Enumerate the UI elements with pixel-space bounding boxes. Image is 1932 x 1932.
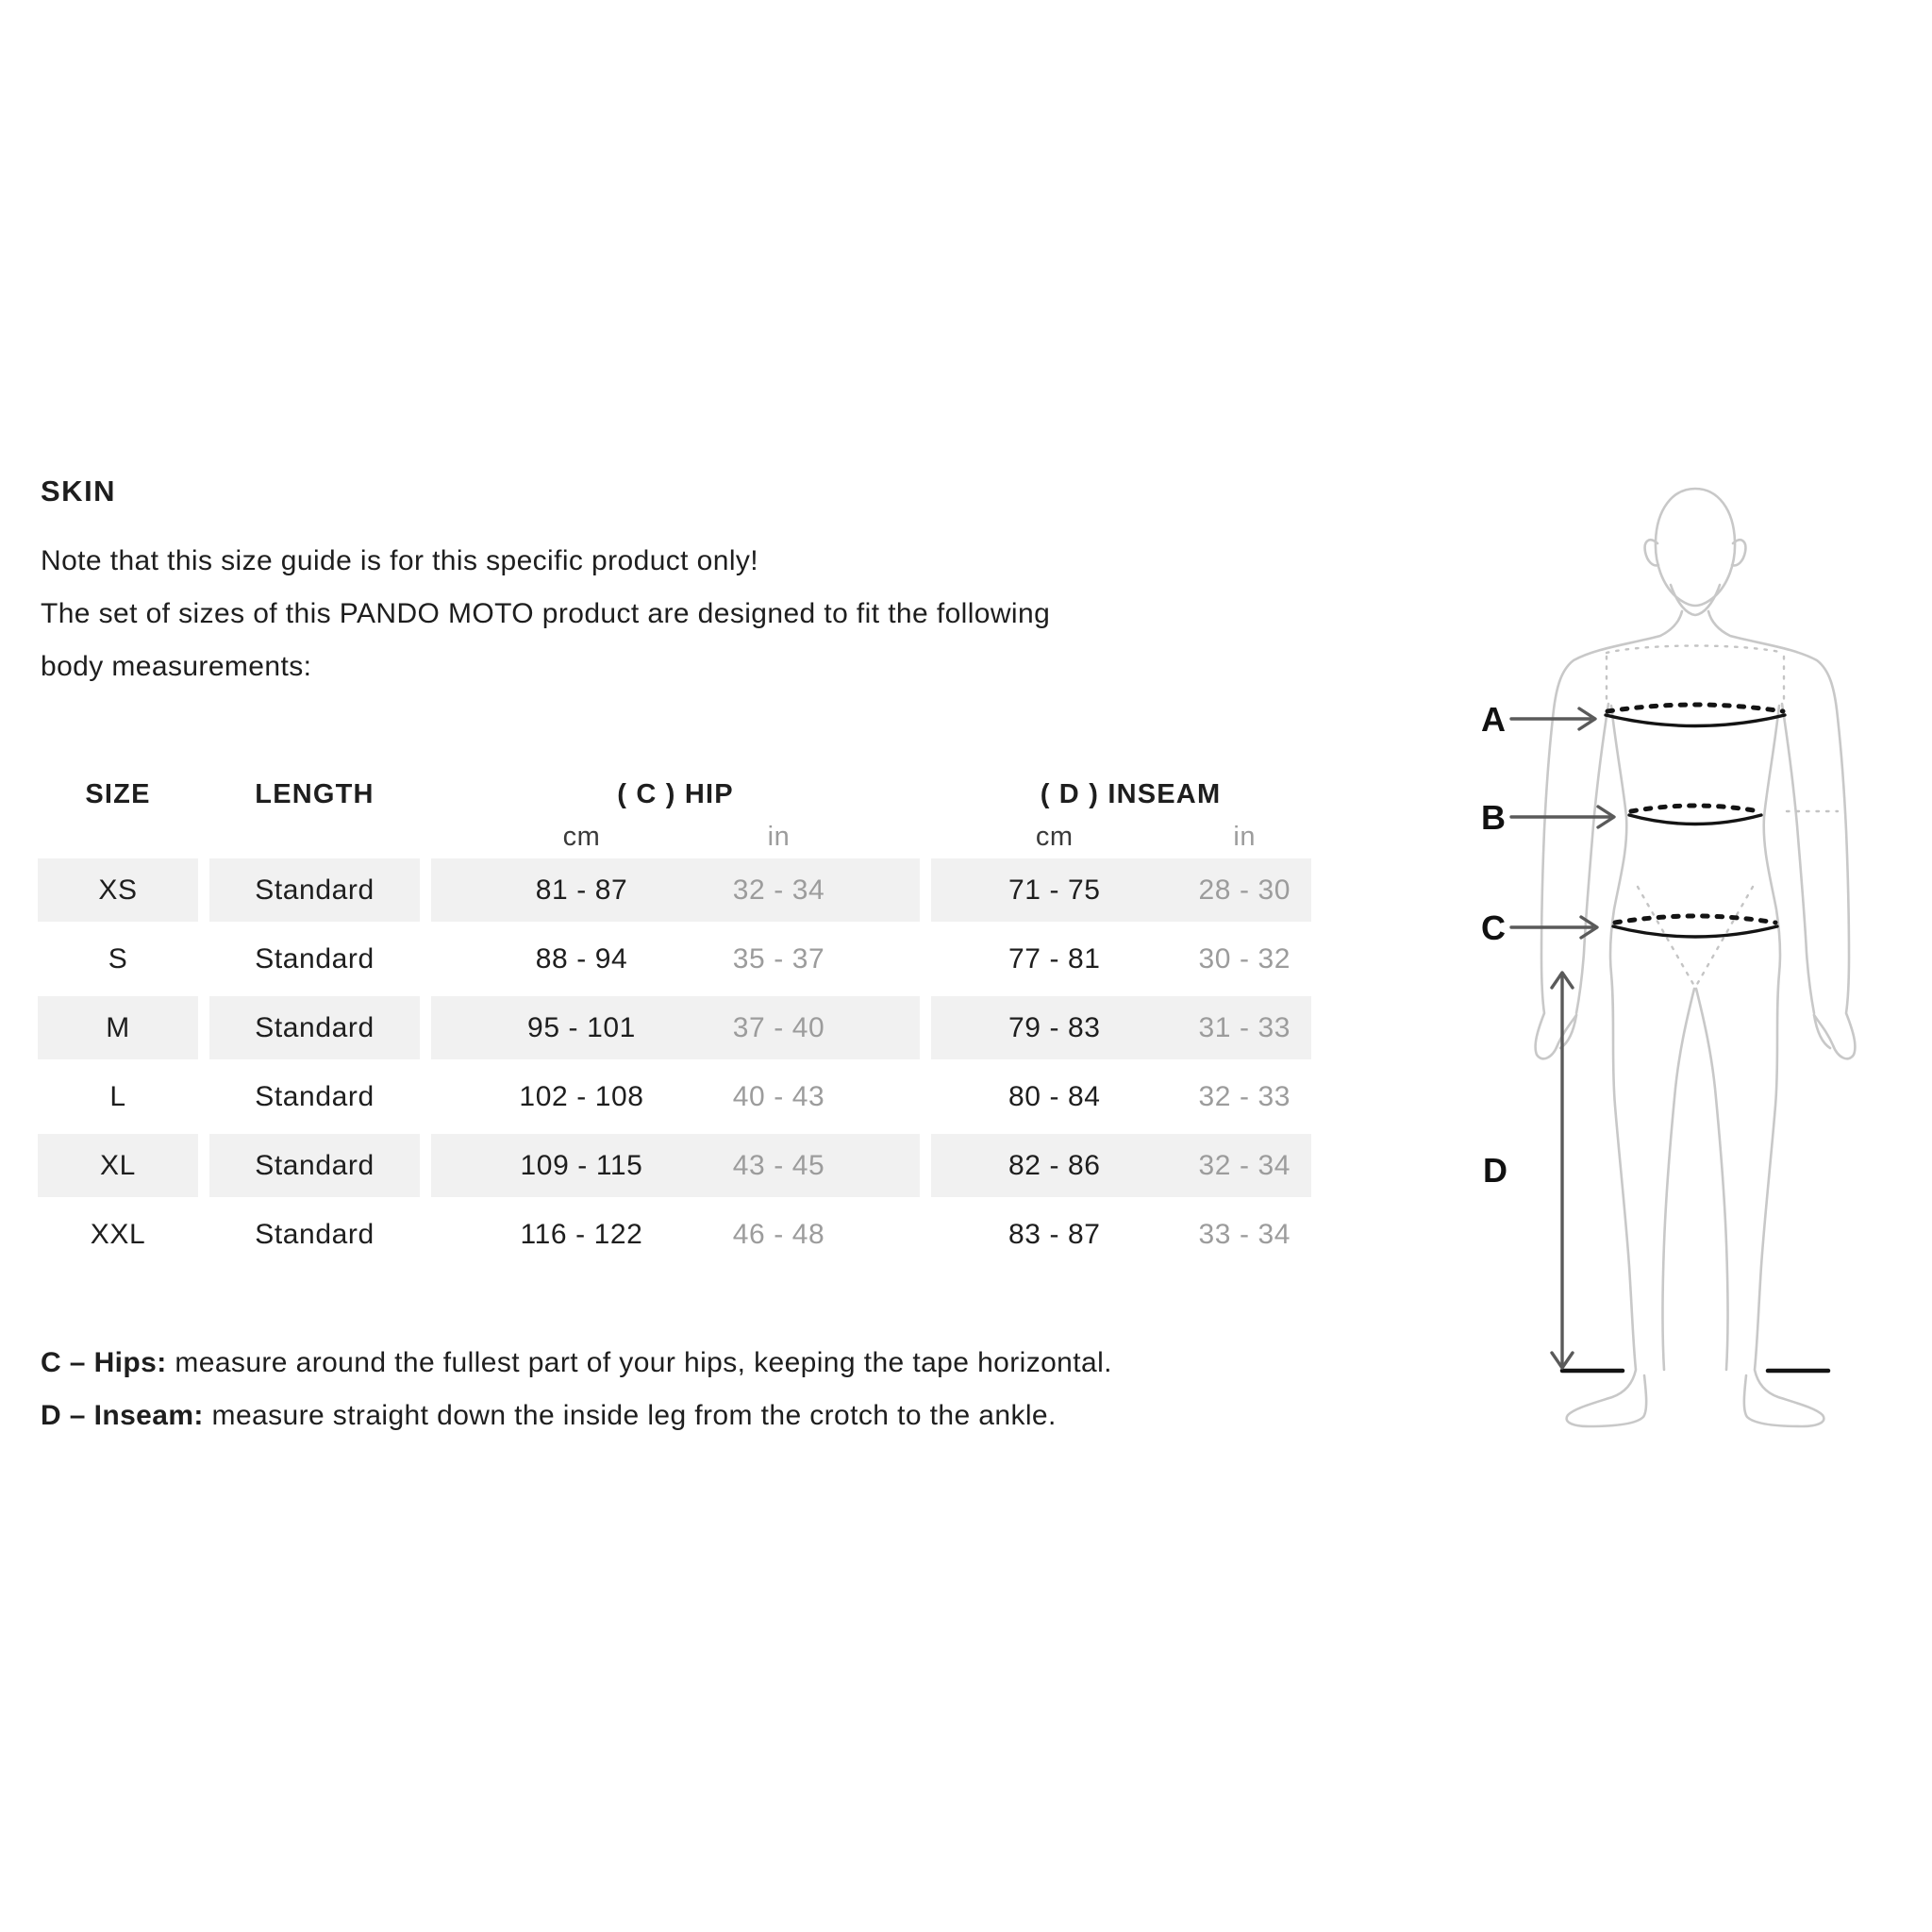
cell-length: Standard bbox=[255, 1218, 375, 1250]
units-spacer bbox=[38, 815, 198, 858]
cell-size: S bbox=[108, 942, 128, 974]
cell-inseam-in: 31 - 33 bbox=[1198, 1011, 1291, 1043]
cell-inseam-cm: 77 - 81 bbox=[1008, 942, 1101, 974]
unit-label-hip-in: in bbox=[767, 821, 791, 852]
cell-hip-cm: 102 - 108 bbox=[519, 1080, 644, 1112]
table-units-row bbox=[38, 815, 1311, 858]
cell-inseam-cm: 82 - 86 bbox=[1008, 1149, 1101, 1181]
unit-label-hip-cm: cm bbox=[562, 821, 601, 852]
legend-hips-label: C – Hips: bbox=[41, 1347, 167, 1378]
cell-hip-in: 35 - 37 bbox=[732, 942, 825, 974]
unit-label-inseam-cm: cm bbox=[1035, 821, 1074, 852]
cell-length: Standard bbox=[209, 996, 420, 1059]
column-header-size: SIZE bbox=[85, 778, 151, 809]
measurement-arrow-c bbox=[1511, 917, 1597, 938]
legend-hips-text: measure around the fullest part of your hips, keeping the tape horizontal. bbox=[166, 1347, 1112, 1378]
column-header-length: LENGTH bbox=[255, 778, 375, 809]
cell-hip-in: 32 - 34 bbox=[732, 874, 825, 906]
shoulder-dotted-line bbox=[1607, 646, 1784, 654]
page-title: SKIN bbox=[41, 475, 117, 508]
cell-size: M bbox=[38, 996, 198, 1059]
body-diagram bbox=[1462, 472, 1906, 1453]
cell-inseam-in: 32 - 34 bbox=[1198, 1149, 1291, 1181]
legend-inseam bbox=[41, 1400, 1057, 1432]
table-row-xxl bbox=[38, 1203, 1311, 1266]
intro-line-2: The set of sizes of this PANDO MOTO product are designed to fit the following bbox=[41, 598, 1051, 629]
legend-inseam-label: D – Inseam: bbox=[41, 1400, 204, 1431]
cell-length: Standard bbox=[209, 858, 420, 922]
cell-inseam-in: 28 - 30 bbox=[1198, 874, 1291, 906]
cell-hip-in: 43 - 45 bbox=[732, 1149, 825, 1181]
cell-inseam-cm: 80 - 84 bbox=[1008, 1080, 1101, 1112]
cell-size: XS bbox=[38, 858, 198, 922]
cell-hip-cm: 95 - 101 bbox=[527, 1011, 636, 1043]
cell-hip-in: 37 - 40 bbox=[732, 1011, 825, 1043]
chest-measure-line bbox=[1606, 705, 1785, 726]
cell-size: XL bbox=[38, 1134, 198, 1197]
table-row-m bbox=[38, 996, 1311, 1059]
cell-length: Standard bbox=[209, 1134, 420, 1197]
unit-label-inseam-in: in bbox=[1233, 821, 1257, 852]
cell-inseam-cm: 83 - 87 bbox=[1008, 1218, 1101, 1250]
table-row-s bbox=[38, 927, 1311, 991]
cell-hip-cm: 116 - 122 bbox=[520, 1218, 643, 1250]
cell-size: XXL bbox=[90, 1218, 146, 1250]
measurement-arrow-d bbox=[1552, 973, 1573, 1368]
table-body bbox=[38, 858, 1311, 1266]
units-spacer bbox=[209, 815, 420, 858]
cell-inseam-in: 30 - 32 bbox=[1198, 942, 1291, 974]
diagram-label-b: B bbox=[1481, 798, 1506, 837]
cell-inseam-in: 32 - 33 bbox=[1198, 1080, 1291, 1112]
cell-inseam-in: 33 - 34 bbox=[1198, 1218, 1291, 1250]
table-row-xl bbox=[38, 1134, 1311, 1197]
cell-length: Standard bbox=[255, 942, 375, 974]
diagram-label-d: D bbox=[1483, 1151, 1507, 1190]
diagram-label-a: A bbox=[1481, 700, 1506, 739]
figure-outline bbox=[1536, 489, 1856, 1426]
table-row-xs bbox=[38, 858, 1311, 922]
table-row-l bbox=[38, 1065, 1311, 1128]
column-header-hip: ( C ) HIP bbox=[617, 778, 734, 809]
intro-line-1: Note that this size guide is for this specific product only! bbox=[41, 545, 759, 576]
diagram-label-c: C bbox=[1481, 908, 1506, 947]
size-table bbox=[38, 774, 1311, 1272]
legend-hips bbox=[41, 1347, 1112, 1379]
cell-size: L bbox=[109, 1080, 126, 1112]
cell-inseam-cm: 79 - 83 bbox=[1008, 1011, 1101, 1043]
cell-hip-cm: 88 - 94 bbox=[535, 942, 628, 974]
column-header-inseam: ( D ) INSEAM bbox=[1040, 778, 1222, 809]
cell-hip-cm: 81 - 87 bbox=[535, 874, 628, 906]
waist-measure-line bbox=[1629, 806, 1761, 824]
cell-hip-in: 40 - 43 bbox=[732, 1080, 825, 1112]
table-header-row bbox=[38, 774, 1311, 815]
cell-inseam-cm: 71 - 75 bbox=[1008, 874, 1101, 906]
legend-inseam-text: measure straight down the inside leg from the crotch to the ankle. bbox=[203, 1400, 1057, 1431]
cell-hip-cm: 109 - 115 bbox=[520, 1149, 643, 1181]
cell-length: Standard bbox=[255, 1080, 375, 1112]
hip-measure-line bbox=[1613, 916, 1777, 937]
intro-line-3: body measurements: bbox=[41, 651, 312, 682]
measurement-arrow-b bbox=[1511, 807, 1614, 827]
cell-hip-in: 46 - 48 bbox=[732, 1218, 825, 1250]
